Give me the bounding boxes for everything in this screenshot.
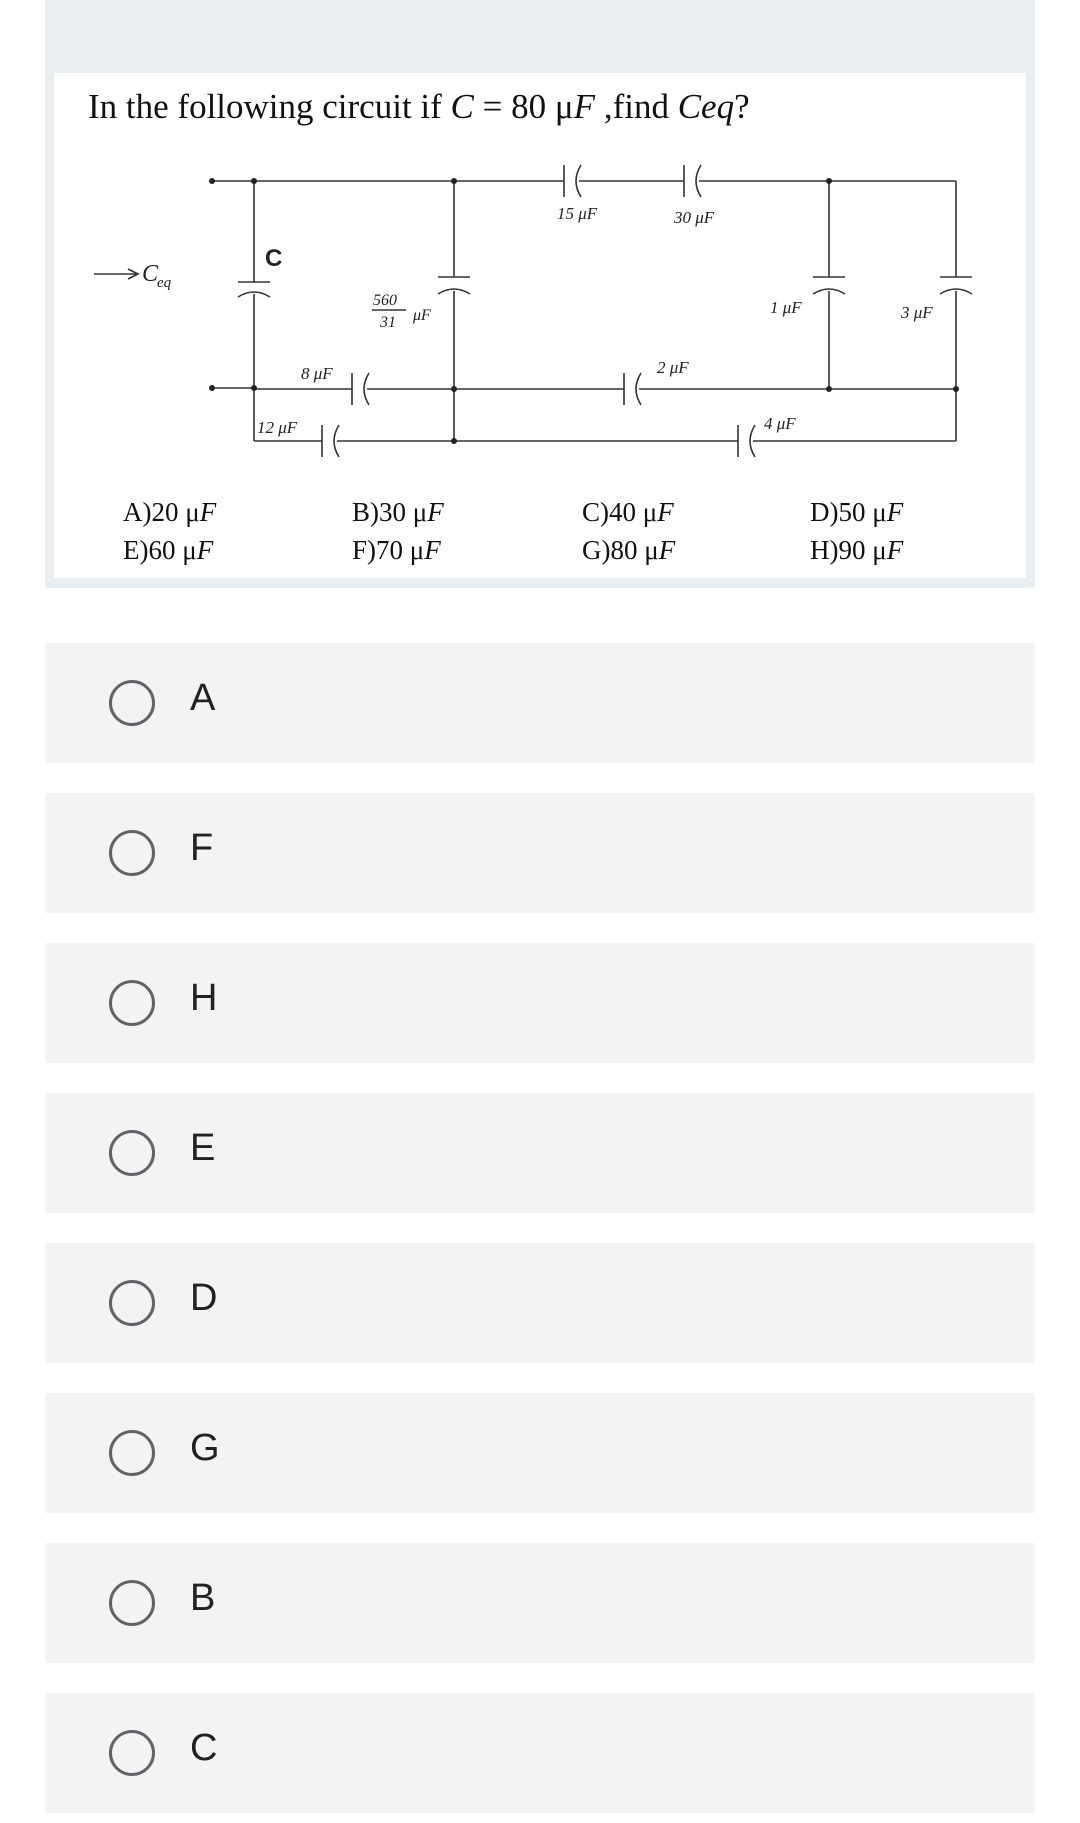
option-label: D bbox=[190, 1277, 218, 1319]
choice-text-c: C)40 μF bbox=[582, 497, 674, 527]
option-label: C bbox=[190, 1727, 218, 1769]
question-ceq: Ceq bbox=[677, 87, 735, 126]
option-label: E bbox=[190, 1127, 216, 1169]
cap-30-label: 30 μF bbox=[674, 208, 715, 227]
option-d[interactable] bbox=[45, 1243, 1035, 1363]
option-b[interactable] bbox=[45, 1543, 1035, 1663]
option-c[interactable] bbox=[45, 1693, 1035, 1813]
option-label: G bbox=[190, 1427, 220, 1469]
choice-text-b: B)30 μF bbox=[352, 497, 444, 527]
cap-8-label: 8 μF bbox=[301, 364, 333, 383]
c-label: C bbox=[265, 245, 283, 272]
question-end: ? bbox=[734, 87, 750, 126]
question-image bbox=[54, 73, 1026, 578]
cap-3-label: 3 μF bbox=[901, 303, 933, 322]
cap-1-label: 1 μF bbox=[770, 298, 802, 317]
option-label: B bbox=[190, 1577, 216, 1619]
radio-button[interactable] bbox=[109, 680, 155, 726]
radio-button[interactable] bbox=[109, 1730, 155, 1776]
choice-text-g: G)80 μF bbox=[582, 535, 676, 565]
radio-button[interactable] bbox=[109, 1280, 155, 1326]
question-var: C bbox=[450, 87, 474, 126]
cap-12-label: 12 μF bbox=[257, 418, 298, 437]
option-label: A bbox=[190, 677, 216, 719]
question-unit: F bbox=[573, 87, 596, 126]
option-label: H bbox=[190, 977, 218, 1019]
cap-2-label: 2 μF bbox=[657, 358, 689, 377]
ceq-label: C bbox=[142, 261, 159, 287]
choice-text-e: E)60 μF bbox=[123, 535, 214, 565]
choice-text-h: H)90 μF bbox=[810, 535, 904, 565]
option-a[interactable] bbox=[45, 643, 1035, 763]
radio-button[interactable] bbox=[109, 830, 155, 876]
option-e[interactable] bbox=[45, 1093, 1035, 1213]
question-text-prefix: In the following circuit if bbox=[88, 87, 451, 126]
choice-text-d: D)50 μF bbox=[810, 497, 904, 527]
question-card bbox=[45, 0, 1035, 588]
radio-button[interactable] bbox=[109, 1430, 155, 1476]
ceq-sub: eq bbox=[157, 275, 172, 291]
cap-560-num: 560 bbox=[373, 292, 397, 309]
option-g[interactable] bbox=[45, 1393, 1035, 1513]
cap-560-unit: μF bbox=[413, 307, 431, 324]
radio-button[interactable] bbox=[109, 1580, 155, 1626]
option-f[interactable] bbox=[45, 793, 1035, 913]
question-value: = 80 μ bbox=[473, 87, 574, 126]
choice-text-f: F)70 μF bbox=[352, 535, 441, 565]
cap-4-label: 4 μF bbox=[764, 414, 796, 433]
radio-button[interactable] bbox=[109, 980, 155, 1026]
option-label: F bbox=[190, 827, 214, 869]
radio-button[interactable] bbox=[109, 1130, 155, 1176]
question-suffix: ,find bbox=[595, 87, 678, 126]
cap-15-label: 15 μF bbox=[557, 204, 598, 223]
cap-560-den: 31 bbox=[380, 314, 396, 331]
choice-text-a: A)20 μF bbox=[123, 497, 217, 527]
option-h[interactable] bbox=[45, 943, 1035, 1063]
